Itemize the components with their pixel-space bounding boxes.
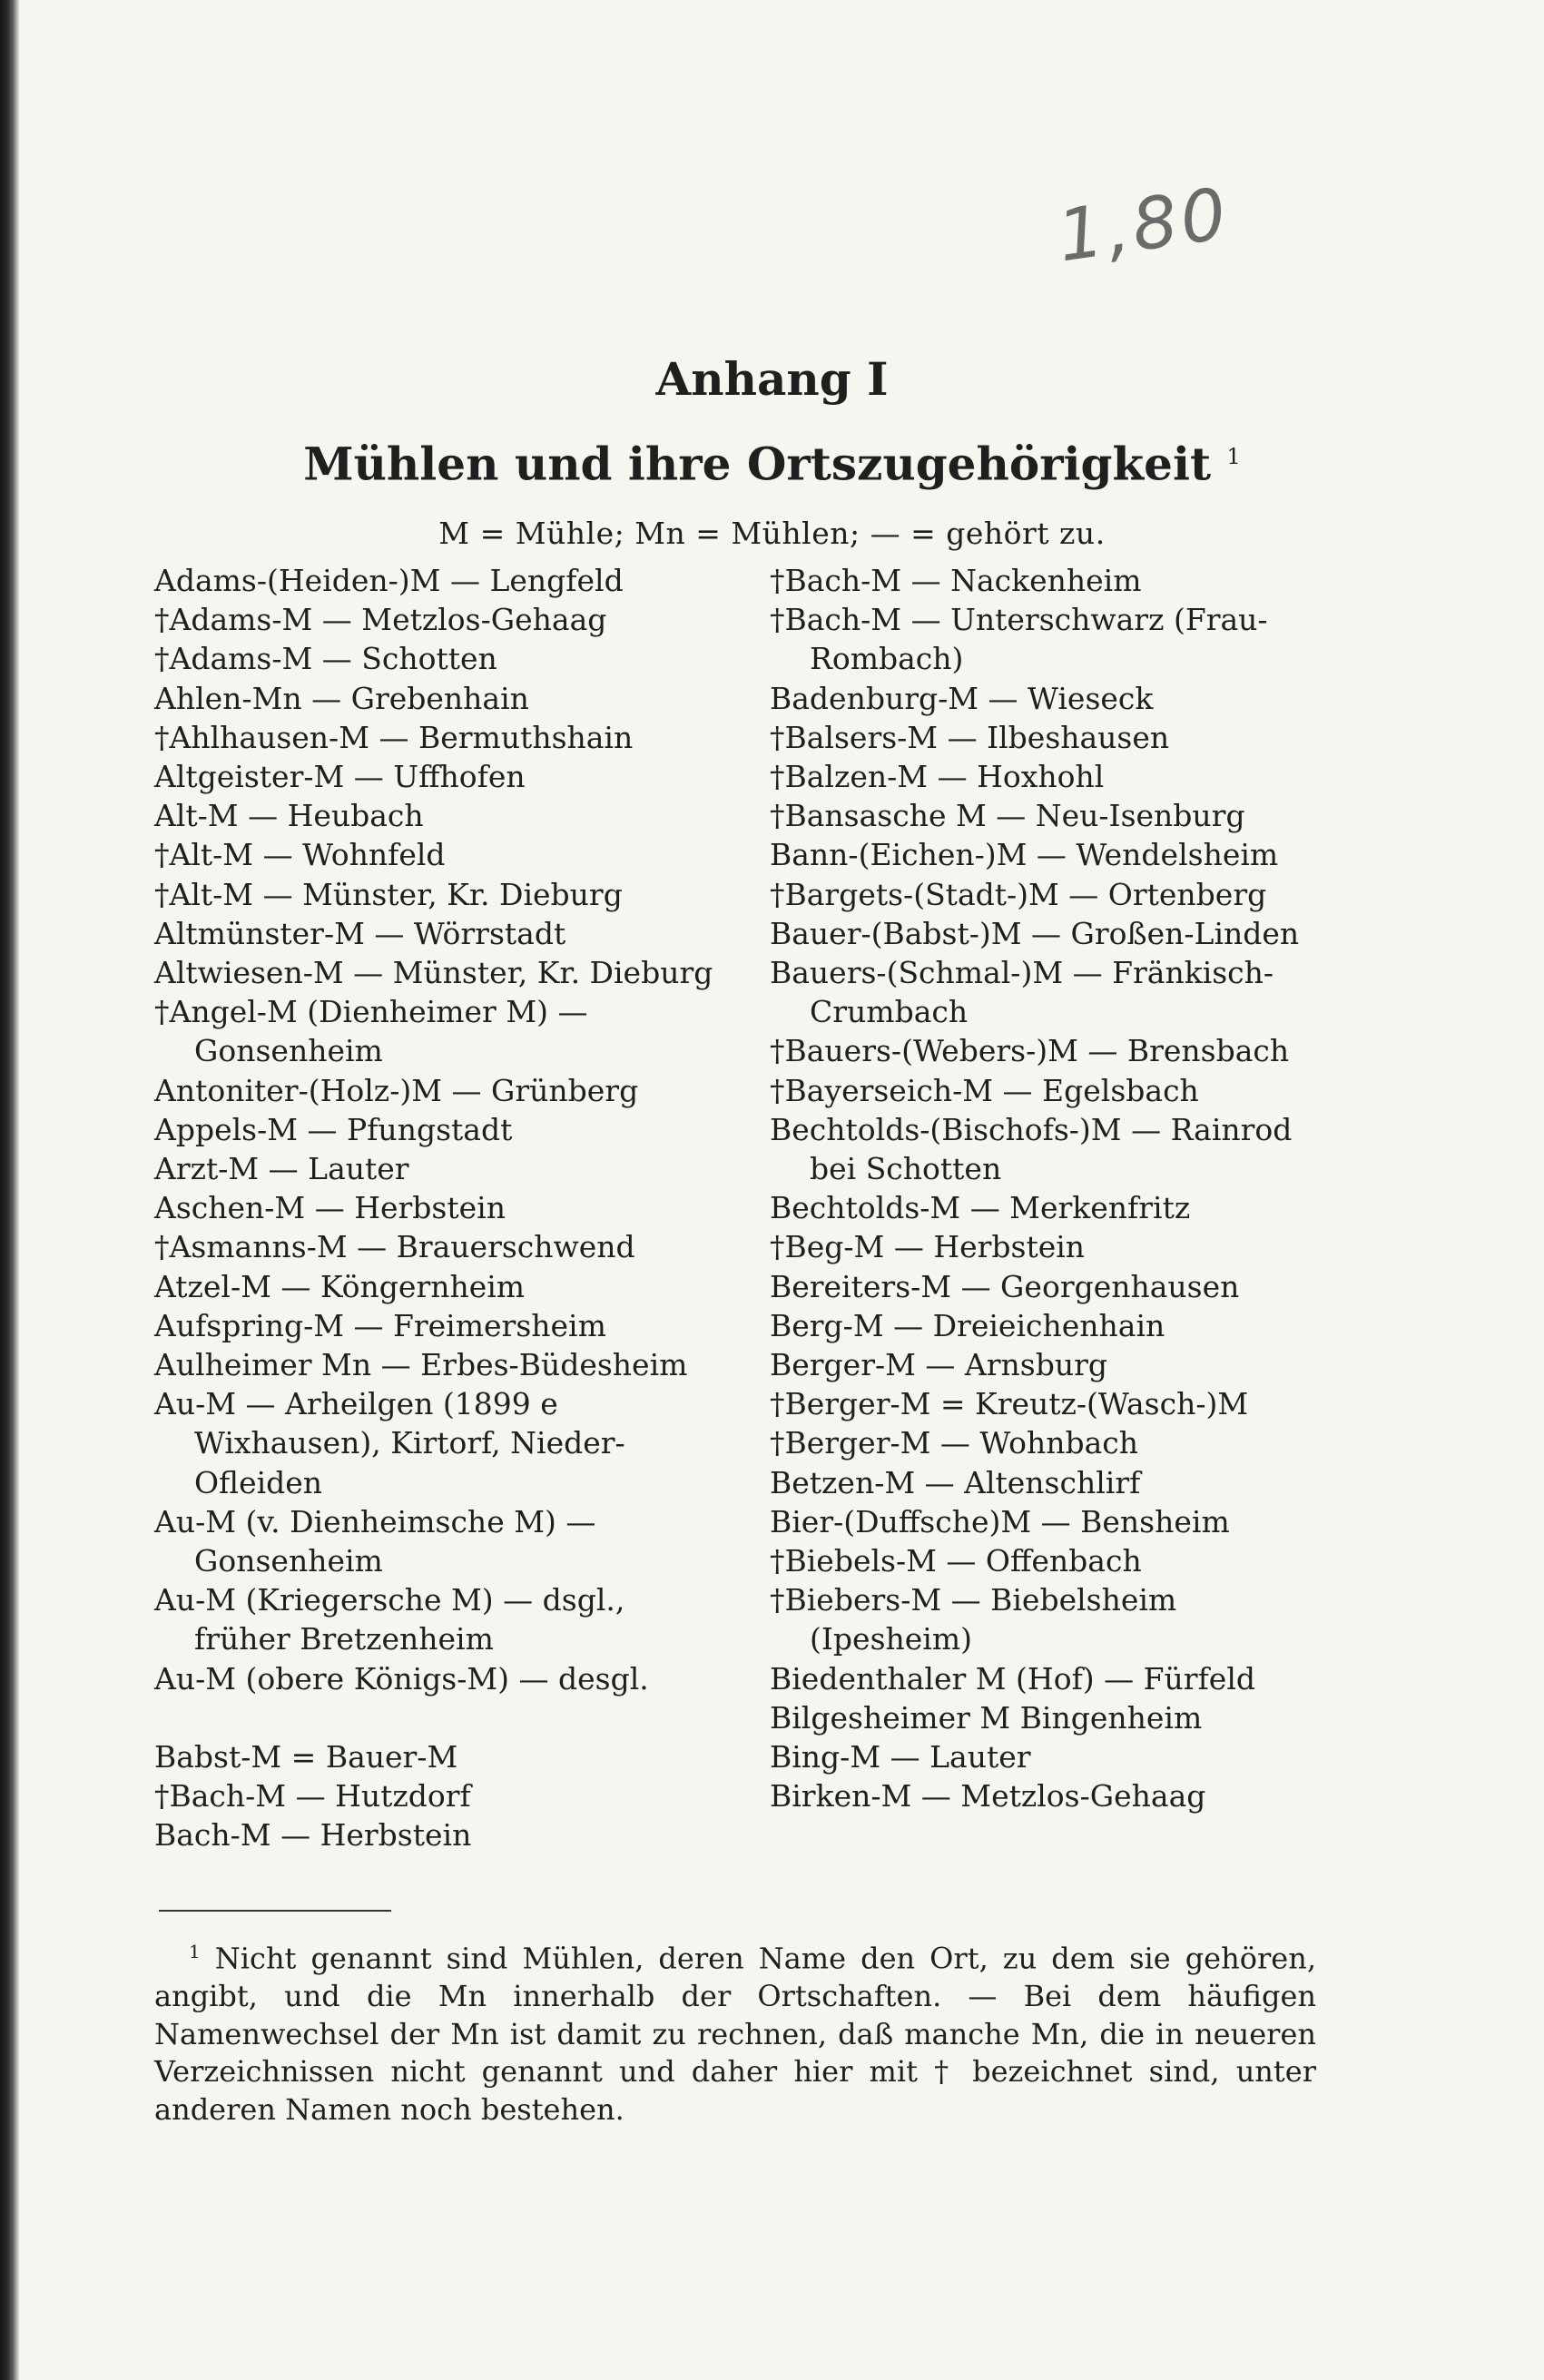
mill-entry: †Balsers-M — Ilbeshausen: [770, 719, 1170, 755]
mill-entry: Bechtolds-M — Merkenfritz: [770, 1190, 1191, 1226]
mill-entry: †Bach-M — Unterschwarz (Frau-Rombach): [770, 602, 1268, 677]
mill-entry: †Bansasche M — Neu-Isenburg: [770, 798, 1245, 834]
mill-entry: Aschen-M — Herbstein: [154, 1190, 506, 1226]
section-gap: [154, 1698, 717, 1737]
mill-entry: †Adams-M — Metzlos-Gehaag: [154, 602, 607, 638]
mill-entry: †Adams-M — Schotten: [154, 641, 497, 677]
handwritten-price-mark: 1,80: [1052, 172, 1235, 279]
mill-entry: Arzt-M — Lauter: [154, 1151, 409, 1187]
mill-entry: Bann-(Eichen-)M — Wendelsheim: [770, 837, 1279, 873]
mill-entry: Biedenthaler M (Hof) — Fürfeld: [770, 1660, 1255, 1696]
appendix-title: Anhang I: [655, 352, 889, 406]
main-title-footnote-marker: 1: [1226, 444, 1241, 469]
mill-entry: Bing-M — Lauter: [770, 1739, 1031, 1775]
mill-entry: †Biebels-M — Offenbach: [770, 1543, 1142, 1579]
left-column: [154, 561, 717, 1855]
right-column: [770, 561, 1333, 1816]
mill-entry: Bauer-(Babst-)M — Großen-Linden: [770, 915, 1300, 951]
mill-entry: Au-M (Kriegersche M) — dsgl., früher Bretzenheim: [154, 1582, 625, 1657]
main-title: [0, 428, 1544, 493]
mill-entry: Berg-M — Dreieichenhain: [770, 1307, 1165, 1343]
mill-entry: †Beg-M — Herbstein: [770, 1229, 1086, 1265]
mill-entry: Bach-M — Herbstein: [154, 1817, 472, 1854]
mill-entry: Aulheimer Mn — Erbes-Büdesheim: [154, 1347, 688, 1383]
main-title-text: Mühlen und ihre Ortszugehörigkeit: [303, 437, 1212, 491]
mill-entry: †Bayerseich-M — Egelsbach: [770, 1072, 1199, 1108]
mill-entry: Birken-M — Metzlos-Gehaag: [770, 1778, 1206, 1815]
mill-entry: Au-M — Arheilgen (1899 e Wixhausen), Kirtorf, Nieder-Ofleiden: [154, 1386, 625, 1500]
mill-entry: Bechtolds-(Bischofs-)M — Rainrod bei Schotten: [770, 1111, 1293, 1187]
mill-entry: Altwiesen-M — Münster, Kr. Dieburg: [154, 955, 713, 991]
footnote-marker: 1: [189, 1941, 201, 1962]
mill-entry: Atzel-M — Köngernheim: [154, 1268, 526, 1304]
mill-entry: Bauers-(Schmal-)M — Fränkisch-Crumbach: [770, 955, 1274, 1030]
footnote: [154, 1933, 1316, 2129]
mill-entry: Bereiters-M — Georgenhausen: [770, 1268, 1240, 1304]
mill-entry: †Berger-M = Kreutz-(Wasch-)M: [770, 1386, 1249, 1422]
mill-entry: Appels-M — Pfungstadt: [154, 1111, 513, 1147]
mill-entry: Bier-(Duffsche)M — Bensheim: [770, 1503, 1230, 1539]
mill-entry: †Biebers-M — Biebelsheim (Ipesheim): [770, 1582, 1177, 1657]
mill-entry: †Berger-M — Wohnbach: [770, 1425, 1138, 1461]
mill-entry: Babst-M = Bauer-M: [154, 1738, 458, 1775]
mill-entry: Berger-M — Arnsburg: [770, 1347, 1107, 1383]
abbreviation-legend: M = Mühle; Mn = Mühlen; — = gehört zu.: [438, 516, 1106, 551]
mill-entry: †Bargets-(Stadt-)M — Ortenberg: [770, 876, 1267, 912]
mill-entry: Bilgesheimer M Bingenheim: [770, 1699, 1203, 1736]
mill-entry: Adams-(Heiden-)M — Lengfeld: [154, 563, 624, 598]
mill-entry: Altgeister-M — Uffhofen: [154, 759, 526, 795]
mill-entry: Au-M (obere Königs-M) — desgl.: [154, 1660, 649, 1696]
mill-entry: †Bach-M — Nackenheim: [770, 563, 1142, 598]
mill-entry: †Alt-M — Wohnfeld: [154, 837, 446, 873]
footnote-separator: [159, 1910, 391, 1912]
mill-entry: †Asmanns-M — Brauerschwend: [154, 1229, 635, 1265]
mill-entry: Betzen-M — Altenschlirf: [770, 1464, 1141, 1500]
mill-entry: †Balzen-M — Hoxhohl: [770, 759, 1105, 795]
mill-entry: †Bach-M — Hutzdorf: [154, 1778, 471, 1815]
mill-entry: †Ahlhausen-M — Bermuthshain: [154, 719, 634, 755]
mill-entry: Altmünster-M — Wörrstadt: [154, 915, 566, 951]
mill-entry: Au-M (v. Dienheimsche M) — Gonsenheim: [154, 1503, 596, 1579]
mill-entry: Ahlen-Mn — Grebenhain: [154, 680, 529, 716]
mill-entry: Antoniter-(Holz-)M — Grünberg: [154, 1072, 639, 1108]
mill-entry: Alt-M — Heubach: [154, 798, 424, 834]
mill-entry: Badenburg-M — Wieseck: [770, 680, 1154, 716]
mill-entry: †Alt-M — Münster, Kr. Dieburg: [154, 876, 623, 912]
mill-entry: †Bauers-(Webers-)M — Brensbach: [770, 1033, 1290, 1069]
mill-entry: Aufspring-M — Freimersheim: [154, 1307, 606, 1343]
footnote-text: Nicht genannt sind Mühlen, deren Name den Ort, zu dem sie gehören, angibt, und die Mn innerhalb der Ortschaften. — Bei dem häufigen Namenwechsel der Mn ist damit zu rechnen, daß manche Mn, die in neueren Verzeichnissen nicht genannt und daher hier mit † bezeichnet sind, unter anderen Namen noch bestehen.: [154, 1941, 1317, 2127]
mill-entry: †Angel-M (Dienheimer M) — Gonsenheim: [154, 994, 588, 1069]
